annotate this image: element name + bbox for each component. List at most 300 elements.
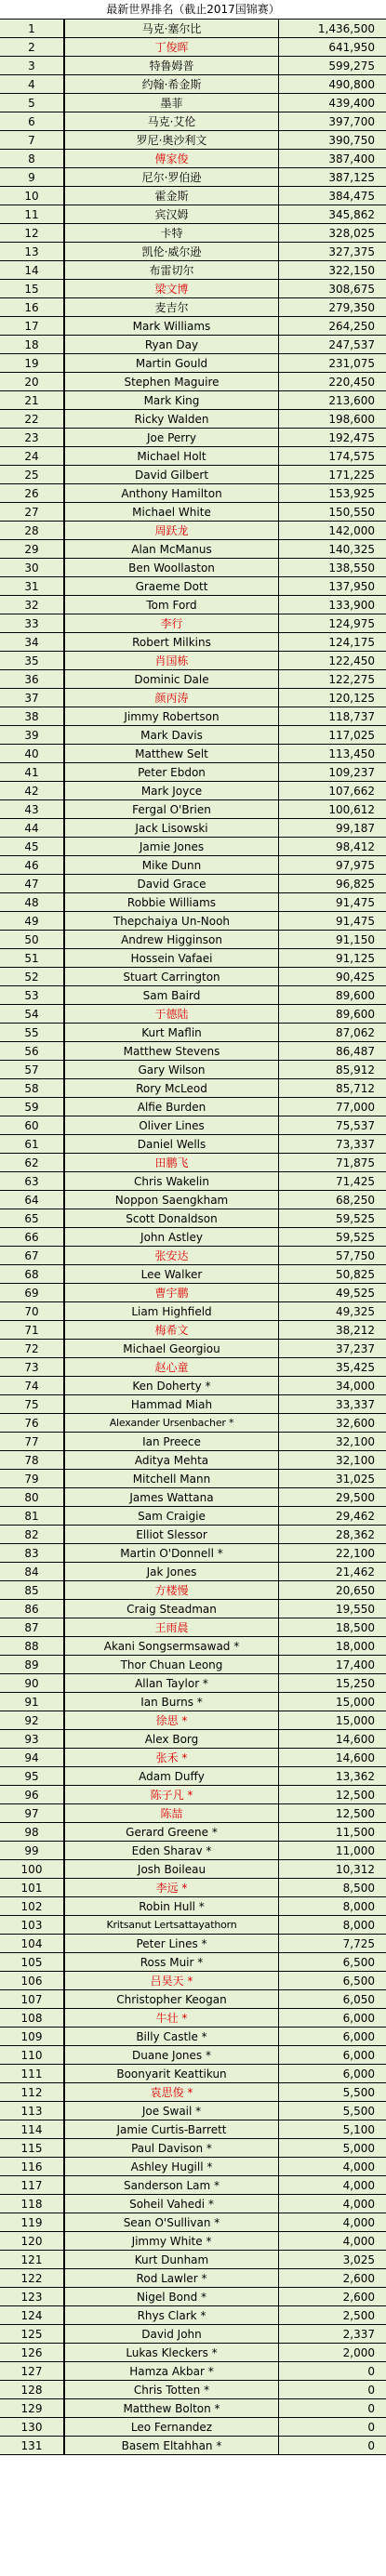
table-row xyxy=(0,2213,386,2232)
points-cell: 89,600 xyxy=(336,989,375,1002)
player-name-cell: Hossein Vafaei xyxy=(65,949,279,967)
points-cell: 0 xyxy=(367,2439,375,2452)
player-name-cell: 尼尔·罗伯逊 xyxy=(65,168,279,186)
points-cell: 85,912 xyxy=(336,1063,375,1077)
player-name-cell: Mark Joyce xyxy=(65,782,279,799)
table-row xyxy=(0,1990,386,2009)
table-row xyxy=(0,2269,386,2288)
rank-cell: 85 xyxy=(0,1581,65,1599)
rank-cell: 41 xyxy=(0,763,65,781)
table-row xyxy=(0,1451,386,1470)
points-cell: 6,500 xyxy=(342,1956,375,1969)
player-name-cell: Noppon Saengkham xyxy=(65,1191,279,1209)
points-cell: 18,000 xyxy=(336,1640,375,1653)
player-name-cell: Fergal O'Brien xyxy=(65,800,279,818)
table-row xyxy=(0,391,386,410)
points-cell: 138,550 xyxy=(328,561,375,575)
rank-cell: 44 xyxy=(0,819,65,837)
points-cell: 6,500 xyxy=(342,1975,375,1988)
points-cell: 10,312 xyxy=(336,1863,375,1876)
points-cell: 150,550 xyxy=(328,506,375,519)
player-name-cell: Rhys Clark * xyxy=(65,2306,279,2324)
points-cell: 68,250 xyxy=(336,1194,375,1207)
rank-cell: 51 xyxy=(0,949,65,967)
points-cell: 3,025 xyxy=(342,2253,375,2266)
rank-cell: 58 xyxy=(0,1079,65,1097)
points-cell: 0 xyxy=(367,2365,375,2378)
table-row xyxy=(0,2418,386,2437)
table-row xyxy=(0,1526,386,1544)
points-cell: 122,450 xyxy=(328,654,375,667)
points-cell: 31,025 xyxy=(336,1473,375,1486)
rank-cell: 102 xyxy=(0,1897,65,1915)
points-cell: 5,000 xyxy=(342,2142,375,2155)
rank-cell: 5 xyxy=(0,94,65,112)
points-cell: 28,362 xyxy=(336,1528,375,1541)
player-name-cell: 罗尼·奥沙利文 xyxy=(65,131,279,149)
points-cell: 75,537 xyxy=(336,1119,375,1132)
player-name-cell: Craig Steadman xyxy=(65,1600,279,1618)
table-row xyxy=(0,2362,386,2381)
player-name-cell: David Grace xyxy=(65,875,279,892)
player-name-cell: 卡特 xyxy=(65,224,279,242)
points-cell: 6,000 xyxy=(342,2030,375,2043)
rank-cell: 43 xyxy=(0,800,65,818)
table-row xyxy=(0,1767,386,1786)
points-cell: 4,000 xyxy=(342,2179,375,2192)
points-cell: 7,725 xyxy=(342,1937,375,1950)
table-row xyxy=(0,1823,386,1842)
points-cell: 91,125 xyxy=(336,952,375,965)
player-name-cell: Jack Lisowski xyxy=(65,819,279,837)
points-cell: 133,900 xyxy=(328,599,375,612)
table-row xyxy=(0,373,386,391)
rank-cell: 129 xyxy=(0,2399,65,2417)
player-name-cell: Hamza Akbar * xyxy=(65,2362,279,2380)
rank-cell: 86 xyxy=(0,1600,65,1618)
player-name-cell: Tom Ford xyxy=(65,596,279,614)
points-cell: 279,350 xyxy=(328,301,375,314)
player-name-cell: 麦吉尔 xyxy=(65,298,279,316)
player-name-cell: Anthony Hamilton xyxy=(65,484,279,502)
player-name-cell: Joe Perry xyxy=(65,429,279,446)
player-name-cell: Jimmy Robertson xyxy=(65,707,279,725)
rank-cell: 13 xyxy=(0,243,65,260)
table-row xyxy=(0,856,386,875)
table-row xyxy=(0,949,386,968)
table-row xyxy=(0,2120,386,2139)
points-cell: 345,862 xyxy=(328,208,375,221)
rank-cell: 66 xyxy=(0,1228,65,1246)
points-cell: 87,062 xyxy=(336,1026,375,1039)
points-cell: 11,000 xyxy=(336,1844,375,1857)
table-row xyxy=(0,986,386,1005)
points-cell: 198,600 xyxy=(328,413,375,426)
player-name-cell: Ian Preece xyxy=(65,1433,279,1450)
points-cell: 153,925 xyxy=(328,487,375,500)
player-name-cell: Ian Burns * xyxy=(65,1693,279,1711)
rank-cell: 77 xyxy=(0,1433,65,1450)
table-row xyxy=(0,2065,386,2083)
rank-cell: 75 xyxy=(0,1395,65,1413)
points-cell: 171,225 xyxy=(328,469,375,482)
table-row xyxy=(0,1786,386,1804)
table-row xyxy=(0,633,386,652)
rank-cell: 109 xyxy=(0,2028,65,2045)
points-cell: 91,150 xyxy=(336,933,375,946)
table-row xyxy=(0,2102,386,2120)
table-row xyxy=(0,1377,386,1395)
table-row xyxy=(0,112,386,131)
player-name-cell: 王雨晨 xyxy=(65,1618,279,1636)
points-cell: 213,600 xyxy=(328,394,375,407)
rank-cell: 82 xyxy=(0,1526,65,1543)
points-cell: 91,475 xyxy=(336,896,375,909)
points-cell: 71,875 xyxy=(336,1156,375,1169)
points-cell: 328,025 xyxy=(328,227,375,240)
rank-cell: 52 xyxy=(0,968,65,985)
points-cell: 98,412 xyxy=(336,840,375,853)
rank-cell: 131 xyxy=(0,2437,65,2454)
rank-cell: 78 xyxy=(0,1451,65,1469)
table-row xyxy=(0,1656,386,1674)
table-row xyxy=(0,20,386,38)
rank-cell: 14 xyxy=(0,261,65,279)
rank-cell: 98 xyxy=(0,1823,65,1841)
points-cell: 96,825 xyxy=(336,878,375,891)
player-name-cell: Gerard Greene * xyxy=(65,1823,279,1841)
rank-cell: 46 xyxy=(0,856,65,874)
player-name-cell: 袁思俊 * xyxy=(65,2083,279,2101)
player-name-cell: Soheil Vahedi * xyxy=(65,2195,279,2213)
table-row xyxy=(0,1265,386,1284)
points-cell: 99,187 xyxy=(336,822,375,835)
points-cell: 22,100 xyxy=(336,1547,375,1560)
player-name-cell: Michael Holt xyxy=(65,447,279,465)
points-cell: 8,500 xyxy=(342,1882,375,1895)
player-name-cell: Sam Baird xyxy=(65,986,279,1004)
points-cell: 89,600 xyxy=(336,1008,375,1021)
points-cell: 118,737 xyxy=(328,710,375,723)
points-cell: 231,075 xyxy=(328,357,375,370)
table-row xyxy=(0,2158,386,2176)
table-row xyxy=(0,2288,386,2306)
points-cell: 15,000 xyxy=(336,1696,375,1709)
table-row xyxy=(0,1563,386,1581)
player-name-cell: Matthew Selt xyxy=(65,745,279,762)
points-cell: 15,000 xyxy=(336,1714,375,1727)
player-name-cell: 宾汉姆 xyxy=(65,205,279,223)
points-cell: 12,500 xyxy=(336,1807,375,1820)
points-cell: 29,500 xyxy=(336,1491,375,1504)
points-cell: 2,600 xyxy=(342,2272,375,2285)
rank-cell: 30 xyxy=(0,559,65,576)
table-row xyxy=(0,205,386,224)
points-cell: 390,750 xyxy=(328,134,375,147)
player-name-cell: Aditya Mehta xyxy=(65,1451,279,1469)
table-row xyxy=(0,1581,386,1600)
rank-cell: 122 xyxy=(0,2269,65,2287)
table-title: 最新世界排名（截止2017国锦赛） xyxy=(0,0,386,20)
points-cell: 5,100 xyxy=(342,2123,375,2136)
player-name-cell: Leo Fernandez xyxy=(65,2418,279,2436)
player-name-cell: Peter Ebdon xyxy=(65,763,279,781)
player-name-cell: Daniel Wells xyxy=(65,1135,279,1153)
player-name-cell: John Astley xyxy=(65,1228,279,1246)
player-name-cell: Robert Milkins xyxy=(65,633,279,651)
table-row xyxy=(0,800,386,819)
rank-cell: 2 xyxy=(0,38,65,56)
points-cell: 142,000 xyxy=(328,524,375,537)
player-name-cell: 吕昊天 * xyxy=(65,1972,279,1989)
table-row xyxy=(0,1618,386,1637)
rank-cell: 73 xyxy=(0,1358,65,1376)
points-cell: 49,525 xyxy=(336,1287,375,1300)
player-name-cell: Lee Walker xyxy=(65,1265,279,1283)
table-row xyxy=(0,466,386,484)
table-row xyxy=(0,1433,386,1451)
points-cell: 6,050 xyxy=(342,1993,375,2006)
table-row xyxy=(0,2046,386,2065)
table-row xyxy=(0,652,386,670)
rank-cell: 123 xyxy=(0,2288,65,2305)
player-name-cell: Stephen Maguire xyxy=(65,373,279,390)
points-cell: 49,325 xyxy=(336,1305,375,1318)
table-row xyxy=(0,2437,386,2455)
points-cell: 327,375 xyxy=(328,245,375,258)
rank-cell: 54 xyxy=(0,1005,65,1023)
table-row xyxy=(0,893,386,912)
rank-cell: 36 xyxy=(0,670,65,688)
table-row xyxy=(0,1544,386,1563)
points-cell: 15,250 xyxy=(336,1677,375,1690)
player-name-cell: 张安达 xyxy=(65,1247,279,1264)
table-row xyxy=(0,57,386,75)
points-cell: 122,275 xyxy=(328,673,375,686)
player-name-cell: Rod Lawler * xyxy=(65,2269,279,2287)
rank-cell: 81 xyxy=(0,1507,65,1525)
player-name-cell: 张禾 * xyxy=(65,1749,279,1766)
rank-cell: 64 xyxy=(0,1191,65,1209)
rank-cell: 65 xyxy=(0,1209,65,1227)
player-name-cell: 梅希文 xyxy=(65,1321,279,1339)
player-name-cell: Duane Jones * xyxy=(65,2046,279,2064)
player-name-cell: Paul Davison * xyxy=(65,2139,279,2157)
rank-cell: 29 xyxy=(0,540,65,558)
player-name-cell: 赵心童 xyxy=(65,1358,279,1376)
points-cell: 174,575 xyxy=(328,450,375,463)
player-name-cell: Elliot Slessor xyxy=(65,1526,279,1543)
table-row xyxy=(0,522,386,540)
player-name-cell: Billy Castle * xyxy=(65,2028,279,2045)
rank-cell: 34 xyxy=(0,633,65,651)
table-row xyxy=(0,1935,386,1953)
table-row xyxy=(0,1042,386,1061)
player-name-cell: Alexander Ursenbacher * xyxy=(65,1414,279,1432)
points-cell: 14,600 xyxy=(336,1751,375,1764)
player-name-cell: Kurt Maflin xyxy=(65,1024,279,1041)
rank-cell: 67 xyxy=(0,1247,65,1264)
points-cell: 6,000 xyxy=(342,2012,375,2025)
player-name-cell: Graeme Dott xyxy=(65,577,279,595)
table-row xyxy=(0,1154,386,1172)
rank-cell: 114 xyxy=(0,2120,65,2138)
player-name-cell: 陈喆 xyxy=(65,1804,279,1822)
table-row xyxy=(0,429,386,447)
player-name-cell: 布雷切尔 xyxy=(65,261,279,279)
table-row xyxy=(0,38,386,57)
table-row xyxy=(0,1172,386,1191)
table-row xyxy=(0,559,386,577)
points-cell: 192,475 xyxy=(328,431,375,444)
rank-cell: 104 xyxy=(0,1935,65,1952)
player-name-cell: Allan Taylor * xyxy=(65,1674,279,1692)
points-cell: 13,362 xyxy=(336,1770,375,1783)
rank-cell: 62 xyxy=(0,1154,65,1171)
table-row xyxy=(0,317,386,336)
player-name-cell: Rory McLeod xyxy=(65,1079,279,1097)
rank-cell: 69 xyxy=(0,1284,65,1301)
rank-cell: 45 xyxy=(0,838,65,855)
player-name-cell: Stuart Carrington xyxy=(65,968,279,985)
player-name-cell: Michael White xyxy=(65,503,279,521)
points-cell: 86,487 xyxy=(336,1045,375,1058)
rank-cell: 38 xyxy=(0,707,65,725)
table-row xyxy=(0,1191,386,1209)
rank-cell: 19 xyxy=(0,354,65,372)
rank-cell: 50 xyxy=(0,931,65,948)
player-name-cell: Basem Eltahhan * xyxy=(65,2437,279,2454)
table-row xyxy=(0,75,386,94)
points-cell: 4,000 xyxy=(342,2198,375,2211)
table-row xyxy=(0,224,386,243)
rank-cell: 61 xyxy=(0,1135,65,1153)
rank-cell: 112 xyxy=(0,2083,65,2101)
player-name-cell: Ashley Hugill * xyxy=(65,2158,279,2175)
player-name-cell: Josh Boileau xyxy=(65,1860,279,1878)
points-cell: 34,000 xyxy=(336,1380,375,1393)
table-row xyxy=(0,670,386,689)
table-row xyxy=(0,1340,386,1358)
table-row xyxy=(0,1879,386,1897)
rank-cell: 119 xyxy=(0,2213,65,2231)
table-row xyxy=(0,968,386,986)
rank-cell: 91 xyxy=(0,1693,65,1711)
rank-cell: 16 xyxy=(0,298,65,316)
table-row xyxy=(0,1209,386,1228)
player-name-cell: Matthew Stevens xyxy=(65,1042,279,1060)
player-name-cell: 李行 xyxy=(65,614,279,632)
rank-cell: 55 xyxy=(0,1024,65,1041)
points-cell: 140,325 xyxy=(328,543,375,556)
player-name-cell: Adam Duffy xyxy=(65,1767,279,1785)
player-name-cell: Mike Dunn xyxy=(65,856,279,874)
rank-cell: 28 xyxy=(0,522,65,539)
points-cell: 91,475 xyxy=(336,915,375,928)
rank-cell: 8 xyxy=(0,150,65,167)
points-cell: 308,675 xyxy=(328,283,375,296)
table-row xyxy=(0,1079,386,1098)
rank-cell: 106 xyxy=(0,1972,65,1989)
player-name-cell: Michael Georgiou xyxy=(65,1340,279,1357)
points-cell: 1,436,500 xyxy=(317,22,375,35)
player-name-cell: Mark King xyxy=(65,391,279,409)
rank-cell: 15 xyxy=(0,280,65,297)
points-cell: 0 xyxy=(367,2402,375,2415)
rank-cell: 117 xyxy=(0,2176,65,2194)
player-name-cell: Martin Gould xyxy=(65,354,279,372)
table-row xyxy=(0,745,386,763)
player-name-cell: Sanderson Lam * xyxy=(65,2176,279,2194)
player-name-cell: 颜丙涛 xyxy=(65,689,279,707)
table-row xyxy=(0,2251,386,2269)
rank-cell: 9 xyxy=(0,168,65,186)
player-name-cell: Mark Williams xyxy=(65,317,279,335)
table-row xyxy=(0,1414,386,1433)
points-cell: 107,662 xyxy=(328,785,375,798)
player-name-cell: Ben Woollaston xyxy=(65,559,279,576)
rank-cell: 95 xyxy=(0,1767,65,1785)
table-row xyxy=(0,2381,386,2399)
points-cell: 32,600 xyxy=(336,1417,375,1430)
points-cell: 124,975 xyxy=(328,617,375,630)
player-name-cell: 梁文博 xyxy=(65,280,279,297)
table-row xyxy=(0,484,386,503)
table-row xyxy=(0,503,386,522)
points-cell: 397,700 xyxy=(328,115,375,128)
rank-cell: 31 xyxy=(0,577,65,595)
rank-cell: 27 xyxy=(0,503,65,521)
rank-cell: 20 xyxy=(0,373,65,390)
table-row xyxy=(0,2306,386,2325)
table-row xyxy=(0,447,386,466)
points-cell: 387,400 xyxy=(328,152,375,165)
table-row xyxy=(0,2325,386,2344)
player-name-cell: Thepchaiya Un-Nooh xyxy=(65,912,279,930)
player-name-cell: Sean O'Sullivan * xyxy=(65,2213,279,2231)
rank-cell: 124 xyxy=(0,2306,65,2324)
table-row xyxy=(0,1098,386,1116)
table-row xyxy=(0,1116,386,1135)
points-cell: 264,250 xyxy=(328,320,375,333)
rank-cell: 130 xyxy=(0,2418,65,2436)
table-row xyxy=(0,1228,386,1247)
table-row xyxy=(0,261,386,280)
player-name-cell: James Wattana xyxy=(65,1488,279,1506)
table-row xyxy=(0,1321,386,1340)
rank-cell: 89 xyxy=(0,1656,65,1673)
table-row xyxy=(0,410,386,429)
player-name-cell: 徐思 * xyxy=(65,1711,279,1729)
player-name-cell: 霍金斯 xyxy=(65,187,279,205)
table-row xyxy=(0,2399,386,2418)
rank-cell: 57 xyxy=(0,1061,65,1078)
rank-cell: 1 xyxy=(0,20,65,37)
points-cell: 71,425 xyxy=(336,1175,375,1188)
points-cell: 14,600 xyxy=(336,1733,375,1746)
player-name-cell: 墨菲 xyxy=(65,94,279,112)
table-row xyxy=(0,1804,386,1823)
rank-cell: 74 xyxy=(0,1377,65,1394)
points-cell: 32,100 xyxy=(336,1435,375,1448)
player-name-cell: Thor Chuan Leong xyxy=(65,1656,279,1673)
player-name-cell: Lukas Kleckers * xyxy=(65,2344,279,2361)
player-name-cell: 约翰·希金斯 xyxy=(65,75,279,93)
table-row xyxy=(0,1247,386,1265)
table-row xyxy=(0,354,386,373)
rank-cell: 127 xyxy=(0,2362,65,2380)
points-cell: 32,100 xyxy=(336,1454,375,1467)
